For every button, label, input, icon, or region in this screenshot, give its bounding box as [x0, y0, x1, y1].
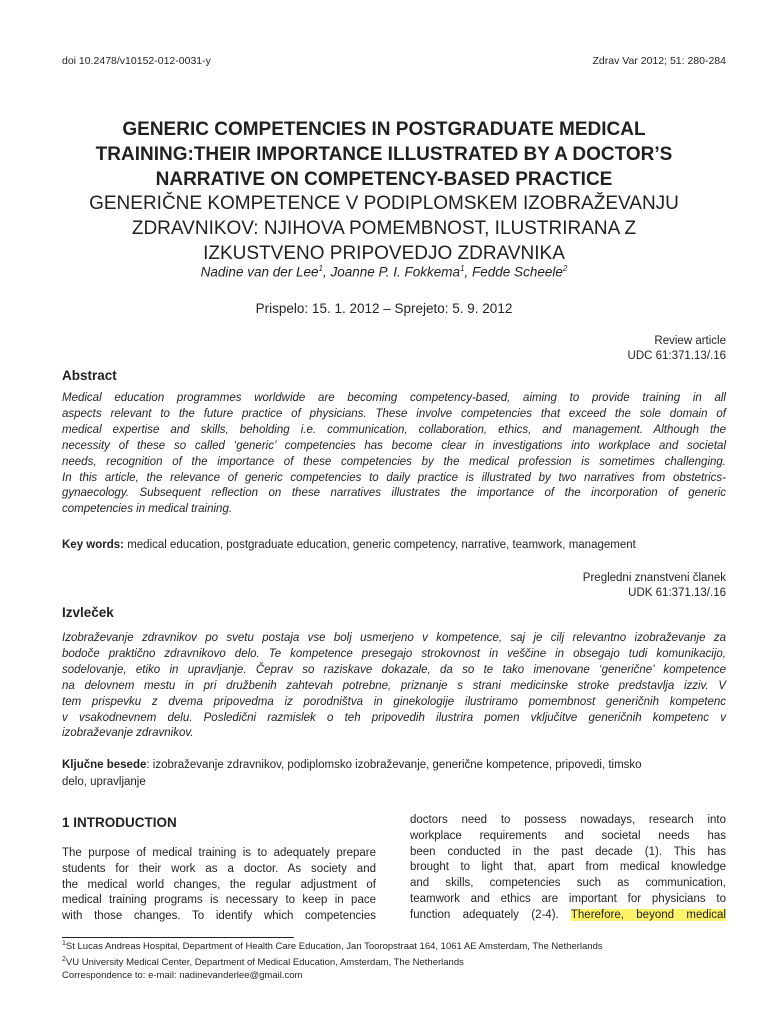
abstract-body: [62, 391, 726, 518]
author-name: Fedde Scheele: [472, 264, 563, 280]
affiliation-marker: 2: [562, 264, 568, 273]
author-separator: ,: [464, 264, 473, 280]
abstract-heading: Abstract: [62, 368, 117, 383]
article-type-slovene: [583, 571, 726, 601]
author-name: Joanne P. I. Fokkema: [330, 264, 461, 280]
footnote-affiliation: [62, 954, 742, 970]
kljucne-line: delo, upravljanje: [62, 776, 146, 788]
izvlecek-body: [62, 631, 726, 742]
abstract-line: needs, recognition of the importance of these competencies by the medical profession is sometimes challenging.: [62, 455, 726, 468]
body-line: and skills, competencies such as communication,: [410, 877, 726, 890]
keywords-text: medical education, postgraduate education, generic competency, narrative, teamwork, management: [124, 539, 636, 551]
article-type-label: Review article: [654, 335, 726, 347]
body-line: The purpose of medical training is to adequately prepare: [62, 847, 376, 859]
keywords-english: [62, 537, 726, 554]
introduction-left-column: [62, 846, 376, 925]
author-name: Nadine van der Lee: [200, 264, 319, 280]
title-slovene-line: GENERIČNE KOMPETENCE V PODIPLOMSKEM IZOBRAŽEVANJU: [89, 193, 679, 214]
footnote-text: VU University Medical Center, Department of Medical Education, Amsterdam, The Netherlands: [65, 956, 464, 968]
kljucne-text: : izobraževanje zdravnikov, podiplomsko izobraževanje, generične kompetence, pripovedi, timsko: [146, 759, 642, 771]
title-english-line: GENERIC COMPETENCIES IN POSTGRADUATE MEDICAL: [122, 119, 646, 140]
abstract-line: In this article, the relevance of generic competencies to daily practice is illustrated by two narratives from obstetrics-: [62, 471, 726, 484]
izvlecek-line: v vsakodnevnem delu. Posledični razmislek o teh pripovedih ilustrira pomen vključitve generičnih kompetenc v: [62, 711, 726, 724]
author-list: [40, 264, 728, 280]
affiliation-marker: 1: [460, 264, 465, 273]
body-line: brought to light that, apart from medical knowledge: [410, 861, 726, 874]
title-english-line: NARRATIVE ON COMPETENCY-BASED PRACTICE: [155, 169, 613, 190]
introduction-heading: 1 INTRODUCTION: [62, 815, 177, 830]
title-slovene-line: IZKUSTVENO PRIPOVEDJO ZDRAVNIKA: [203, 243, 565, 264]
udk-code: UDK 61:371.13/.16: [628, 587, 726, 599]
kljucne-line: [62, 757, 726, 774]
body-line: students for their work as a doctor. As society and: [62, 862, 376, 875]
body-line: with those changes. To identify which competencies: [62, 910, 376, 923]
doi-header: doi 10.2478/v10152-012-0031-y: [62, 55, 211, 67]
title-english-line: TRAINING:THEIR IMPORTANCE ILLUSTRATED BY A DOCTOR’S: [95, 144, 673, 165]
footnote-marker: 1: [62, 940, 66, 947]
footnote-marker: 2: [62, 955, 66, 963]
title-english: [40, 117, 728, 192]
izvlecek-line: sodelovanje, etiko in upravljanje. Čeprav so raziskave dokazale, da so te tako imenovane ‘generične’ kompetence: [62, 663, 726, 676]
keywords-label: Key words:: [62, 539, 124, 551]
izvlecek-line: tem prispevku z dvema pripovedma iz porodništva in ginekologije ilustriramo pomembnost generičnih kompetenc: [62, 695, 726, 708]
abstract-line: gynaecology. Subsequent reflection on these narratives illustrates the importance of the incorporation of generic: [62, 487, 726, 500]
introduction-right-column: [410, 813, 726, 924]
journal-citation: Zdrav Var 2012; 51: 280-284: [592, 55, 726, 67]
keywords-slovene: [62, 757, 726, 791]
body-line: workplace requirements and societal needs has: [410, 829, 726, 842]
izvlecek-line: bodoče praktično zdravnikovo delo. Te kompetence presegajo strokovnost in veščine in obsegajo tudi komunikacijo,: [62, 647, 726, 660]
article-type-english: [628, 334, 726, 364]
abstract-line: necessity of these so called ‘generic’ competencies has become clear in investigations into workplace and societal: [62, 439, 726, 452]
abstract-line: Medical education programmes worldwide are becoming competency-based, aiming to provide training in all: [62, 392, 726, 404]
title-slovene: [40, 191, 728, 266]
affiliation-marker: 1: [318, 264, 323, 273]
author-separator: ,: [322, 264, 331, 280]
kljucne-label: Ključne besede: [62, 759, 147, 771]
body-line: medical training programs is necessary to keep in pace: [62, 894, 376, 907]
abstract-line: aspects relevant to the future practice of physicians. These involve competencies that exceed the sole domain of: [62, 407, 726, 420]
body-line: doctors need to possess nowadays, research into: [410, 814, 726, 826]
footnote-text: St Lucas Andreas Hospital, Department of Health Care Education, Jan Tooropstraat 164, 1061 AE Amsterdam, The Netherlands: [65, 941, 603, 953]
izvlecek-line: izobraževanje zdravnikov.: [62, 727, 194, 740]
footnote-correspondence: [62, 970, 742, 983]
footnotes: [62, 938, 742, 982]
izvlecek-line: Izobraževanje zdravnikov po svetu postaja vse bolj usmerjeno v kompetence, saj je cilj relevantno izobraževanje za: [62, 632, 726, 644]
footnote-affiliation: [62, 938, 742, 954]
footnote-text: Correspondence to: e-mail: nadinevanderlee@gmail.com: [62, 969, 303, 981]
body-line: the medical world changes, the regular adjustment of: [62, 878, 376, 891]
izvlecek-heading: Izvleček: [62, 605, 114, 620]
highlighted-text: Therefore, beyond medical: [570, 908, 726, 921]
received-accepted-dates: Prispelo: 15. 1. 2012 – Sprejeto: 5. 9. 2012: [255, 301, 513, 316]
article-type-label: Pregledni znanstveni članek: [582, 572, 726, 584]
body-line: [410, 908, 726, 924]
body-text: function adequately (2-4).: [410, 908, 571, 921]
udc-code: UDC 61:371.13/.16: [627, 350, 726, 362]
title-slovene-line: ZDRAVNIKOV: NJIHOVA POMEMBNOST, ILUSTRIRANA Z: [131, 218, 637, 239]
abstract-line: medical expertise and skills, beholding i.e. communication, collaboration, ethics, and management. Although the: [62, 423, 726, 436]
body-line: teamwork and ethics are important for physicians to: [410, 892, 726, 905]
body-line: been conducted in the past decade (1). This has: [410, 845, 726, 858]
abstract-line: competencies in medical training.: [62, 503, 233, 516]
izvlecek-line: na delovnem mestu in pri družbenih zahtevah potrebne, priznanje s strani medicinske stroke predstavlja izziv. V: [62, 679, 726, 692]
